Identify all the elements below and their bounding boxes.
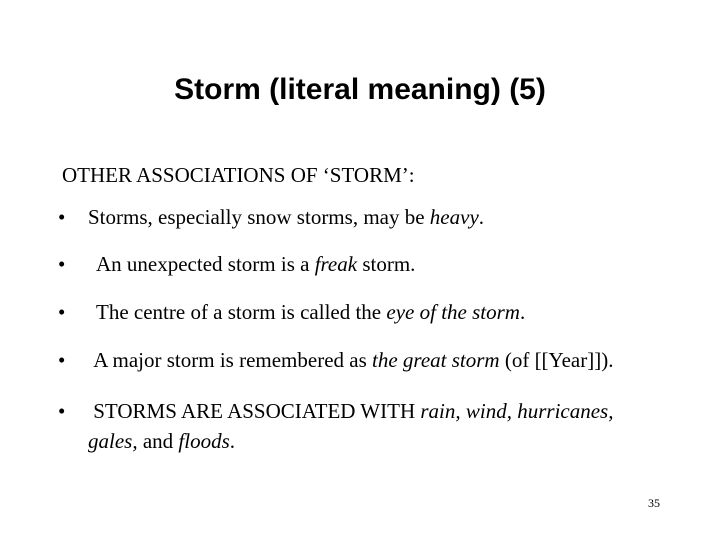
- bullet-item: [58, 396, 658, 456]
- bullet-icon: •: [58, 300, 66, 324]
- bullet-text: The centre of a storm is called the eye of the storm.: [96, 300, 526, 324]
- bullet-icon: •: [58, 252, 66, 276]
- section-heading: OTHER ASSOCIATIONS OF ‘STORM’:: [62, 163, 415, 187]
- bullet-item: [58, 249, 658, 279]
- bullet-list: [58, 202, 658, 456]
- page-number: 35: [648, 496, 660, 510]
- bullet-icon: •: [58, 348, 66, 372]
- bullet-text: STORMS ARE ASSOCIATED WITH rain, wind, hurricanes, gales, and floods.: [88, 399, 614, 453]
- bullet-icon: •: [58, 399, 66, 423]
- bullet-item: [58, 202, 658, 232]
- bullet-item: [58, 345, 658, 375]
- bullet-item: [58, 297, 658, 327]
- bullet-text: Storms, especially snow storms, may be heavy.: [88, 205, 485, 229]
- bullet-text: A major storm is remembered as the great storm (of [[Year]]).: [93, 348, 614, 372]
- bullet-icon: •: [58, 205, 66, 229]
- bullet-text: An unexpected storm is a freak storm.: [96, 252, 416, 276]
- slide-title: Storm (literal meaning) (5): [174, 73, 546, 106]
